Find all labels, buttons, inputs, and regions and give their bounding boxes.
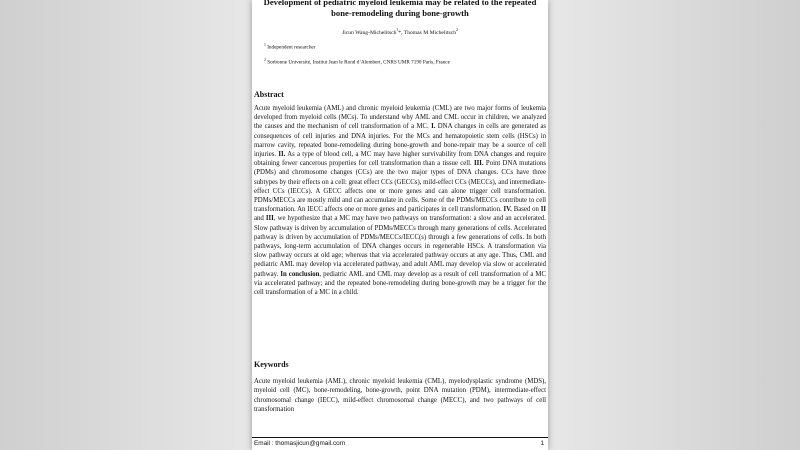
- affiliation-2: [264, 58, 450, 66]
- paper-title: Development of pediatric myeloid leukemia may be related to the repeated bone-remodeling during bone-growth: [263, 0, 537, 19]
- affiliation-mark: 1: [264, 43, 266, 47]
- keywords-body: Acute myeloid leukemia (AML), chronic myeloid leukemia (CML), myelodysplastic syndrome (MDS), myeloid cell (MC), bone-remodeling, bone-growth, point DNA mutation (PDM), intermediate-effect chromosomal change (IECC), mild-effect chromosomal change (MECC), and two pathways of cell transformation: [254, 378, 546, 414]
- abstract-text: Acute myeloid leukemia (AML) and chronic myeloid leukemia (CML) are two major forms of leukemia developed from myeloid cells (MCs). To understand why AML and CML occur in children, we analyzed the causes and the mechanism of cell transformation of a MC.: [254, 105, 546, 131]
- author-line: [252, 28, 548, 36]
- affiliation-mark: 2: [264, 58, 266, 62]
- affiliation-text: Sorbonne Université, Institut Jean le Rond d’Alembert, CNRS UMR 7190 Paris, France: [267, 59, 450, 66]
- abstract-marker: IV.: [503, 206, 512, 214]
- abstract-body: [254, 104, 546, 297]
- abstract-text: Based on: [513, 206, 539, 214]
- corresponding-mark: *: [398, 29, 402, 36]
- abstract-text: , pediatric AML and CML may develop as a result of cell transformation of a MC via accelerated pathway; and the repeated bone-remodeling during bone-growth may be a trigger for the cell transformation of a MC in a child.: [254, 270, 546, 297]
- abstract-heading: Abstract: [254, 90, 284, 99]
- affiliation-mark: 1: [396, 28, 399, 32]
- footer-email: Email : thomasjicun@gmail.com: [254, 440, 346, 447]
- abstract-text: , we hypothesize that a MC may have two pathways on transformation: a slow and an accelerated. Slow pathway is driven by accumulation of PDMs/MECCs through many generations of cells. Accelerated pathway is driven by accumulation of PDMs/MECCs/IECC(s) through a few generations of cells. In both pathways, long-term accumulation of DNA changes occurs in regenerable HSCs. A transformation via slow pathway occurs at old age; whereas that via accelerated pathway occurs at any age. Thus, CML and pediatric AML may develop via accelerated pathway, and adult AML may develop via slow or accelerated pathway.: [254, 215, 546, 278]
- abstract-marker: II.: [278, 151, 286, 159]
- affiliation-1: [264, 43, 315, 51]
- affiliation-mark: 2: [456, 28, 458, 32]
- author-name: Jicun Wang-Michelitsch: [342, 29, 397, 36]
- page-number: 1: [540, 440, 544, 447]
- document-page: [252, 0, 548, 450]
- abstract-text: and: [254, 215, 264, 223]
- abstract-text: DNA changes in cells are generated as consequences of cell injuries and DNA injuries. For the MCs and hematopoietic stem cells (HSCs) in marrow cavity, repeated bone-remodeling during bone-growth and bone-repair may be a source of cell injuries.: [254, 123, 547, 159]
- abstract-marker: III: [265, 215, 274, 223]
- footer-divider: [252, 437, 548, 438]
- abstract-marker: In conclusion: [280, 270, 320, 278]
- abstract-text: As a type of blood cell, a MC may have higher survivability from DNA changes and require obtaining fewer cancerous properties for cell transformation than a tissue cell.: [254, 151, 547, 168]
- affiliation-text: Independent researcher: [267, 44, 316, 51]
- abstract-text: Point DNA mutations (PDMs) and chromosome changes (CCs) are the two major types of DNA changes. CCs have three subtypes by their effects on a cell: great effect CCs (GECCs), mild-effect CCs (MECCs), and intermediate-effect CCs (IECCs). A GECC affects one or more genes and can alone trigger cell transformation. PDMs/MECCs are mostly mild and can accumulate in cells. Some of the PDMs/MECCs contribute to cell transformation. An IECC affects one or more genes and participates in cell transformation.: [254, 160, 546, 214]
- abstract-marker: I.: [431, 123, 436, 131]
- abstract-marker: III.: [474, 160, 484, 168]
- author-name: Thomas M Michelitsch: [403, 29, 456, 36]
- abstract-marker: II: [540, 206, 547, 214]
- keywords-heading: Keywords: [254, 360, 289, 369]
- author-separator: ,: [401, 29, 404, 36]
